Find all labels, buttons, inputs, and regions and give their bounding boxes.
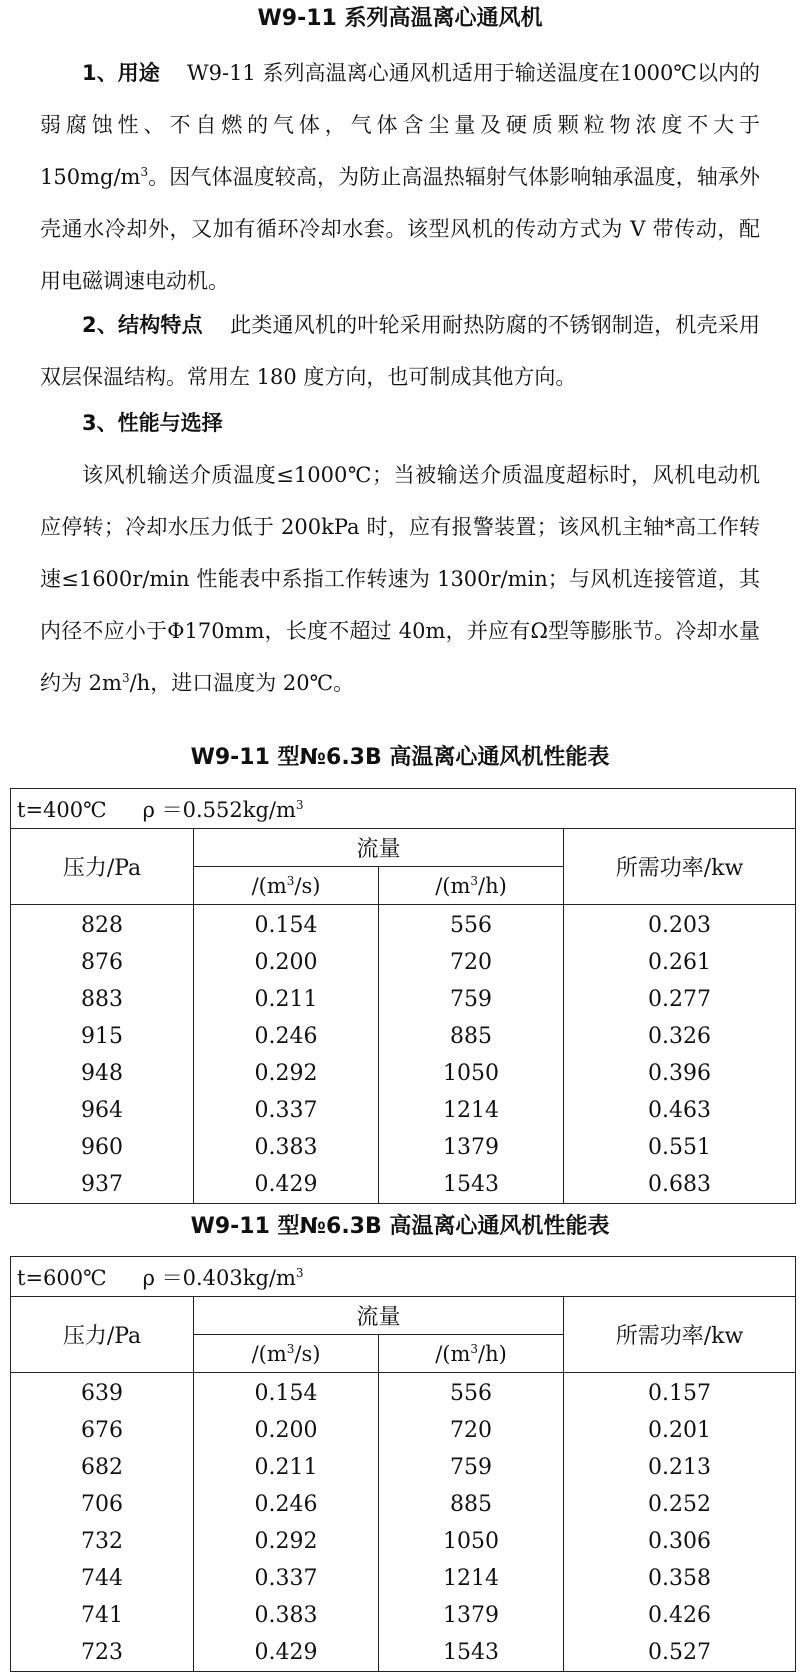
- pressure-cell: 915: [11, 1018, 194, 1055]
- flow-m3s-cell: 0.429: [194, 1634, 379, 1672]
- table-2-density-sup: 3: [295, 1265, 304, 1280]
- table-1-condition: [11, 789, 796, 829]
- table-row: [11, 905, 796, 945]
- performance-table-400c: [10, 788, 796, 1204]
- power-cell: 0.551: [564, 1129, 796, 1166]
- flow-m3h-cell: 759: [379, 1449, 564, 1486]
- table-2-header-flow-per-second: $/(m^3/s)$: [194, 1335, 379, 1373]
- flow-m3h-cell: 556: [379, 1373, 564, 1413]
- flow-m3s-cell: 0.200: [194, 944, 379, 981]
- table-row: [11, 1018, 796, 1055]
- usage-superscript: 3: [140, 165, 149, 179]
- table-1-header-flow-per-hour: $/(m^3/h)$: [379, 867, 564, 905]
- flow-m3h-cell: 720: [379, 944, 564, 981]
- power-cell: 0.277: [564, 981, 796, 1018]
- performance-text-b: /h，进口温度为 20℃。: [129, 671, 355, 695]
- pressure-cell: 937: [11, 1166, 194, 1204]
- flow-m3h-cell: 1214: [379, 1092, 564, 1129]
- table-row: [11, 1092, 796, 1129]
- power-cell: 0.203: [564, 905, 796, 945]
- document-title: W9-11 系列高温离心通风机: [257, 6, 543, 31]
- table-2-header-pressure: 压力/Pa: [11, 1297, 194, 1373]
- pressure-cell: 732: [11, 1523, 194, 1560]
- power-cell: 0.426: [564, 1597, 796, 1634]
- performance-text-a: 该风机输送介质温度≤1000℃；当被输送介质温度超标时，风机电动机应停转；冷却水压力低于 200kPa 时，应有报警装置；该风机主轴*高工作转速≤1600r/min 性能表中系指工作转速为 1300r/min；与风机连接管道，其内径不应小于Φ170mm，长度不超过 40m，并应有Ω型等膨胀节。冷却水量约为 2m: [40, 463, 760, 695]
- performance-paragraph: [40, 449, 760, 709]
- table-2-temperature: t=600℃: [17, 1265, 107, 1290]
- power-cell: 0.326: [564, 1018, 796, 1055]
- flow-m3h-cell: 1050: [379, 1055, 564, 1092]
- power-cell: 0.527: [564, 1634, 796, 1672]
- table-1-title: W9-11 型№6.3B 高温离心通风机性能表: [190, 745, 610, 770]
- flow-m3s-cell: 0.246: [194, 1486, 379, 1523]
- flow-m3s-cell: 0.200: [194, 1412, 379, 1449]
- usage-text-b: 。因气体温度较高，为防止高温热辐射气体影响轴承温度，轴承外壳通水冷却外，又加有循环冷却水套。该型风机的传动方式为 V 带传动，配用电磁调速电动机。: [40, 165, 760, 293]
- table-row: [11, 1412, 796, 1449]
- flow-m3s-cell: 0.154: [194, 1373, 379, 1413]
- power-cell: 0.213: [564, 1449, 796, 1486]
- flow-m3h-cell: 1379: [379, 1129, 564, 1166]
- power-cell: 0.157: [564, 1373, 796, 1413]
- table-row: [11, 1634, 796, 1672]
- table-2-header-flow-per-hour: $/(m^3/h)$: [379, 1335, 564, 1373]
- table-1-temperature: t=400℃: [17, 797, 107, 822]
- pressure-cell: 682: [11, 1449, 194, 1486]
- flow-m3h-cell: 1050: [379, 1523, 564, 1560]
- table-1-density: ρ ＝0.552kg/m: [142, 797, 296, 822]
- usage-paragraph: [40, 47, 760, 307]
- pressure-cell: 741: [11, 1597, 194, 1634]
- table-2-density: ρ ＝0.403kg/m: [142, 1265, 296, 1290]
- power-cell: 0.463: [564, 1092, 796, 1129]
- structure-heading: 2、结构特点: [82, 313, 203, 337]
- power-cell: 0.201: [564, 1412, 796, 1449]
- flow-m3s-cell: 0.383: [194, 1129, 379, 1166]
- pressure-cell: 964: [11, 1092, 194, 1129]
- flow-m3s-cell: 0.429: [194, 1166, 379, 1204]
- flow-m3s-cell: 0.211: [194, 1449, 379, 1486]
- table-1-header-flow-per-second: $/(m^3/s)$: [194, 867, 379, 905]
- power-cell: 0.306: [564, 1523, 796, 1560]
- flow-m3s-cell: 0.337: [194, 1092, 379, 1129]
- power-cell: 0.683: [564, 1166, 796, 1204]
- pressure-cell: 723: [11, 1634, 194, 1672]
- flow-m3h-cell: 885: [379, 1018, 564, 1055]
- flow-m3h-cell: 1543: [379, 1166, 564, 1204]
- performance-superscript: 3: [121, 671, 130, 685]
- pressure-cell: 948: [11, 1055, 194, 1092]
- power-cell: 0.261: [564, 944, 796, 981]
- table-2-condition: [11, 1257, 796, 1297]
- pressure-cell: 883: [11, 981, 194, 1018]
- usage-text-a: W9-11 系列高温离心通风机适用于输送温度在1000℃以内的弱腐蚀性、不自燃的气体，气体含尘量及硬质颗粒物浓度不大于 150mg/m: [40, 61, 760, 189]
- pressure-cell: 960: [11, 1129, 194, 1166]
- flow-m3h-cell: 1214: [379, 1560, 564, 1597]
- table-1-header-flow: 流量: [194, 829, 564, 867]
- structure-text: 此类通风机的叶轮采用耐热防腐的不锈钢制造，机壳采用双层保温结构。常用左 180 度方向，也可制成其他方向。: [40, 313, 760, 389]
- table-row: [11, 1373, 796, 1413]
- flow-m3h-cell: 556: [379, 905, 564, 945]
- table-row: [11, 1129, 796, 1166]
- table-1-density-sup: 3: [295, 797, 304, 812]
- performance-table-600c: [10, 1256, 796, 1672]
- table-row: [11, 1166, 796, 1204]
- flow-m3h-cell: 1543: [379, 1634, 564, 1672]
- usage-heading: 1、用途: [82, 61, 160, 85]
- table-row: [11, 981, 796, 1018]
- flow-m3s-cell: 0.383: [194, 1597, 379, 1634]
- pressure-cell: 876: [11, 944, 194, 981]
- pressure-cell: 744: [11, 1560, 194, 1597]
- table-2-header-flow: 流量: [194, 1297, 564, 1335]
- table-1-header-pressure: 压力/Pa: [11, 829, 194, 905]
- performance-heading: 3、性能与选择: [82, 411, 223, 435]
- flow-m3s-cell: 0.154: [194, 905, 379, 945]
- pressure-cell: 639: [11, 1373, 194, 1413]
- power-cell: 0.252: [564, 1486, 796, 1523]
- table-row: [11, 1449, 796, 1486]
- power-cell: 0.396: [564, 1055, 796, 1092]
- table-row: [11, 1055, 796, 1092]
- flow-m3s-cell: 0.292: [194, 1523, 379, 1560]
- flow-m3h-cell: 759: [379, 981, 564, 1018]
- pressure-cell: 706: [11, 1486, 194, 1523]
- table-row: [11, 1560, 796, 1597]
- structure-paragraph: [40, 299, 760, 403]
- table-row: [11, 1523, 796, 1560]
- table-row: [11, 944, 796, 981]
- pressure-cell: 676: [11, 1412, 194, 1449]
- table-row: [11, 1486, 796, 1523]
- flow-m3s-cell: 0.337: [194, 1560, 379, 1597]
- table-2-header-power: 所需功率/kw: [564, 1297, 796, 1373]
- table-1-header-power: 所需功率/kw: [564, 829, 796, 905]
- flow-m3s-cell: 0.246: [194, 1018, 379, 1055]
- flow-m3h-cell: 1379: [379, 1597, 564, 1634]
- table-2-title: W9-11 型№6.3B 高温离心通风机性能表: [190, 1214, 610, 1239]
- flow-m3h-cell: 885: [379, 1486, 564, 1523]
- pressure-cell: 828: [11, 905, 194, 945]
- flow-m3h-cell: 720: [379, 1412, 564, 1449]
- power-cell: 0.358: [564, 1560, 796, 1597]
- flow-m3s-cell: 0.211: [194, 981, 379, 1018]
- flow-m3s-cell: 0.292: [194, 1055, 379, 1092]
- table-row: [11, 1597, 796, 1634]
